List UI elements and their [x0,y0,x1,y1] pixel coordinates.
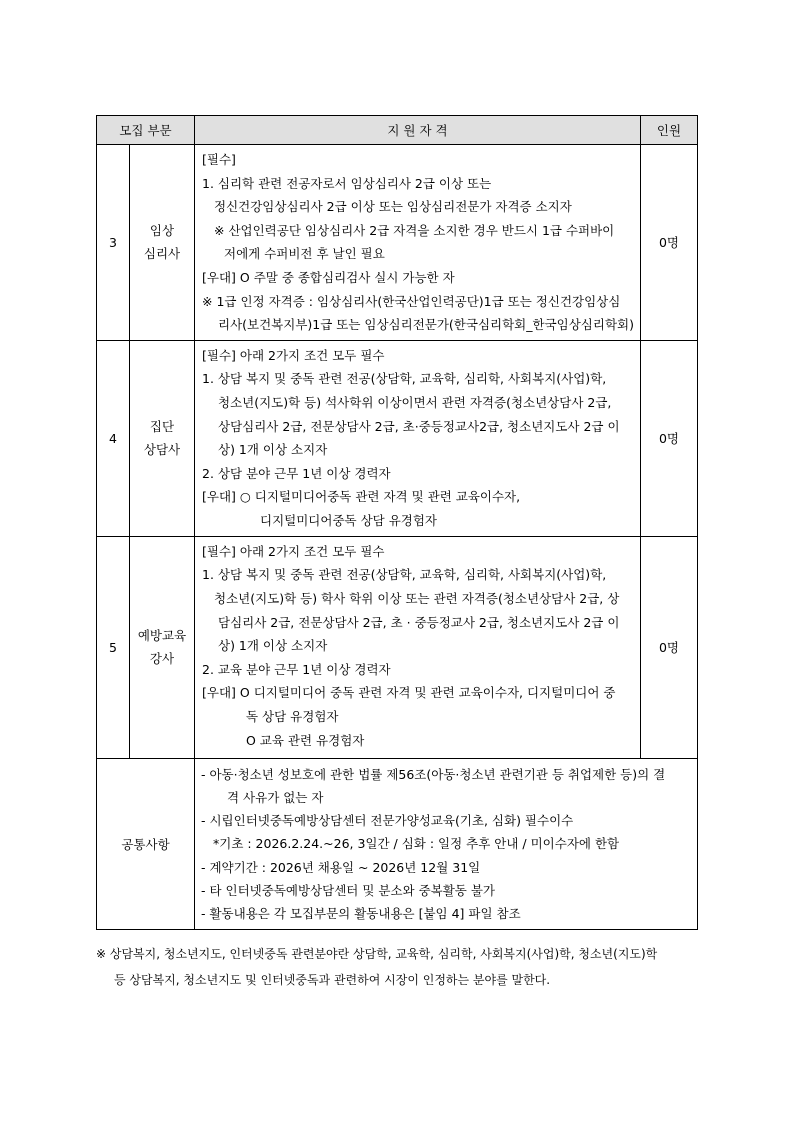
qualification-line: [우대] O 주말 중 종합심리검사 실시 가능한 자 [202,269,455,285]
table-row [97,536,698,758]
common-line: - 타 인터넷중독예방상담센터 및 분소와 중복활동 불가 [201,882,496,898]
category-line: 강사 [149,651,175,667]
row-count: 0명 [641,340,698,536]
qualification-line: [우대] ○ 디지털미디어중독 관련 자격 및 관련 교육이수자, [202,489,521,505]
common-line: 격 사유가 없는 자 [227,789,324,805]
header-category: 모집 부문 [97,116,195,145]
common-line: - 계약기간 : 2026년 채용일 ~ 2026년 12월 31일 [201,859,481,875]
row-qualification [195,536,641,758]
category-line: 예방교육 [137,628,187,644]
qualification-line: ※ 산업인력공단 임상심리사 2급 자격을 소지한 경우 반드시 1급 수퍼바이 [214,222,615,238]
row-number: 5 [97,536,130,758]
qualification-line: 1. 상담 복지 및 중독 관련 전공(상담학, 교육학, 심리학, 사회복지(사업)학, [202,567,607,583]
qualification-line: [필수] 아래 2가지 조건 모두 필수 [202,543,385,559]
common-label: 공통사항 [97,758,195,929]
header-qualification: 지 원 자 격 [195,116,641,145]
common-line: - 시립인터넷중독예방상담센터 전문가양성교육(기초, 심화) 필수이수 [201,813,574,829]
common-line: - 활동내용은 각 모집부문의 활동내용은 [붙임 4] 파일 참조 [201,905,521,921]
table-header-row [97,116,698,145]
table-row [97,145,698,341]
qualification-line: 담심리사 2급, 전문상담사 2급, 초 · 중등정교사 2급, 청소년지도사 2급 이 [218,614,620,630]
footnote [96,941,706,993]
qualification-line: 리사(보건복지부)1급 또는 임상심리전문가(한국심리학회_한국임상심리학회) [218,317,634,333]
qualification-line: 2. 상담 분야 근무 1년 이상 경력자 [202,465,391,481]
row-count: 0명 [641,145,698,341]
recruitment-table [96,115,698,930]
qualification-line: 디지털미디어중독 상담 유경험자 [260,512,437,528]
category-line: 임상 [149,223,175,239]
row-qualification [195,340,641,536]
footnote-line: 등 상담복지, 청소년지도 및 인터넷중독과 관련하여 시장이 인정하는 분야를 말한다. [114,973,551,987]
common-list [195,758,698,929]
qualification-line: 정신건강임상심리사 2급 이상 또는 임상심리전문가 자격증 소지자 [214,199,572,215]
qualification-line: 2. 교육 분야 근무 1년 이상 경력자 [202,661,391,677]
qualification-line: [필수] 아래 2가지 조건 모두 필수 [202,347,385,363]
row-qualification [195,145,641,341]
row-category [130,536,195,758]
qualification-line: 청소년(지도)학 등) 학사 학위 이상 또는 관련 자격증(청소년상담사 2급, 상 [214,590,620,606]
common-row [97,758,698,929]
row-number: 3 [97,145,130,341]
qualification-line: 1. 상담 복지 및 중독 관련 전공(상담학, 교육학, 심리학, 사회복지(사업)학, [202,371,607,387]
common-line: - 아동·청소년 성보호에 관한 법률 제56조(아동·청소년 관련기관 등 취업제한 등)의 결 [201,766,666,782]
category-line: 심리사 [143,246,181,262]
qualification-line: O 교육 관련 유경험자 [246,732,365,748]
qualification-line: [필수] [202,152,236,167]
footnote-line: ※ 상담복지, 청소년지도, 인터넷중독 관련분야란 상담학, 교육학, 심리학, 사회복지(사업)학, 청소년(지도)학 [96,947,658,961]
qualification-line: 청소년(지도)학 등) 석사학위 이상이면서 관련 자격증(청소년상담사 2급, [218,394,612,410]
qualification-line: 상) 1개 이상 소지자 [218,442,328,458]
qualification-line: 저에게 수퍼비전 후 날인 필요 [224,246,385,262]
header-count: 인원 [641,116,698,145]
category-line: 상담사 [143,442,181,458]
row-category [130,340,195,536]
qualification-line: [우대] O 디지털미디어 중독 관련 자격 및 관련 교육이수자, 디지털미디어 중 [202,685,616,701]
table-row [97,340,698,536]
qualification-line: 상) 1개 이상 소지자 [218,638,328,654]
common-line: *기초 : 2026.2.24.~26, 3일간 / 심화 : 일정 추후 안내 / 미이수자에 한함 [213,836,620,852]
qualification-line: ※ 1급 인정 자격증 : 임상심리사(한국산업인력공단)1급 또는 정신건강임상심 [202,293,621,309]
category-line: 집단 [149,419,175,435]
qualification-line: 상담심리사 2급, 전문상담사 2급, 초·중등정교사2급, 청소년지도사 2급 이 [218,418,620,434]
qualification-line: 1. 심리학 관련 전공자로서 임상심리사 2급 이상 또는 [202,175,492,191]
row-category [130,145,195,341]
qualification-line: 독 상담 유경험자 [246,708,339,724]
row-number: 4 [97,340,130,536]
row-count: 0명 [641,536,698,758]
